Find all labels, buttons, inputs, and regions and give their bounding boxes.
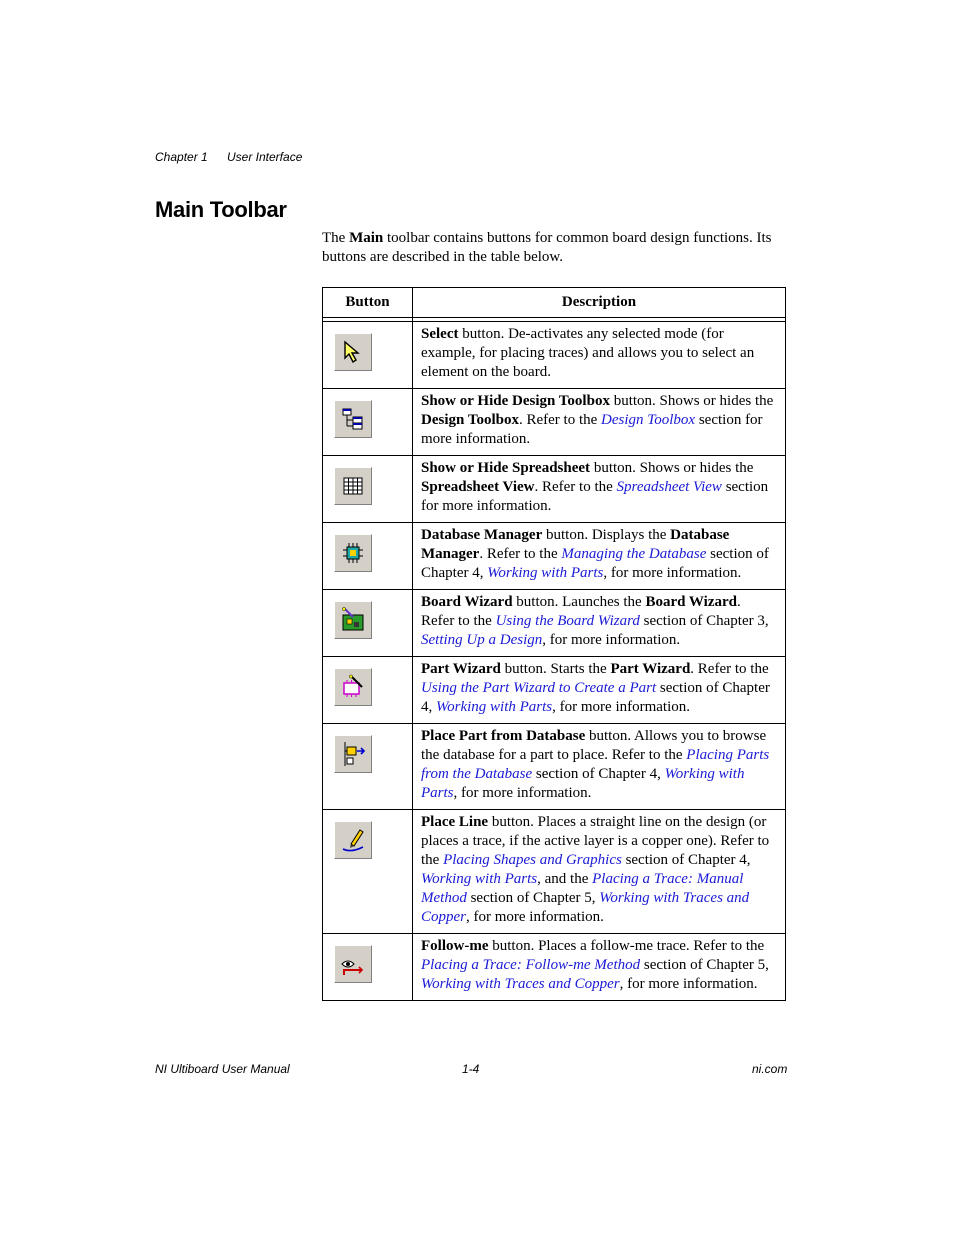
design-toolbox-icon bbox=[334, 400, 372, 438]
description-text: , for more information. bbox=[542, 632, 681, 648]
description-text: , for more information. bbox=[453, 785, 592, 801]
button-cell bbox=[323, 934, 413, 1001]
cross-reference-link[interactable]: Working with Parts bbox=[421, 871, 538, 887]
button-cell bbox=[323, 523, 413, 590]
button-cell bbox=[323, 810, 413, 934]
description-cell bbox=[413, 523, 786, 590]
header-chapter: Chapter 1 bbox=[155, 150, 208, 164]
table-row bbox=[323, 322, 786, 389]
description-text: . Refer to the bbox=[518, 412, 602, 428]
main-toolbar-table bbox=[322, 287, 786, 1001]
board-wizard-icon bbox=[334, 601, 372, 639]
cross-reference-link[interactable]: Working with Traces and Copper bbox=[421, 976, 620, 992]
intro-paragraph bbox=[322, 229, 792, 267]
bold-term: Board Wizard bbox=[421, 594, 513, 610]
cross-reference-link[interactable]: Working with Parts bbox=[421, 766, 745, 801]
table-row bbox=[323, 657, 786, 724]
running-header bbox=[155, 150, 302, 164]
description-text: , and the bbox=[537, 871, 593, 887]
bold-term: Show or Hide Design Toolbox bbox=[421, 393, 610, 409]
select-arrow-icon bbox=[334, 333, 372, 371]
description-text: section of Chapter 4, bbox=[621, 852, 751, 868]
cross-reference-link[interactable]: Placing a Trace: Manual Method bbox=[421, 871, 744, 906]
table-row bbox=[323, 724, 786, 810]
column-header-description: Description bbox=[413, 288, 786, 318]
cross-reference-link[interactable]: Using the Board Wizard bbox=[495, 613, 640, 629]
bold-term: Database Manager bbox=[421, 527, 543, 543]
description-cell bbox=[413, 810, 786, 934]
description-cell bbox=[413, 322, 786, 389]
description-text: , for more information. bbox=[552, 699, 691, 715]
bold-term: Place Line bbox=[421, 814, 489, 830]
description-text: . Refer to the bbox=[690, 661, 769, 677]
description-text: button. Shows or hides the bbox=[609, 393, 774, 409]
bold-term: Follow-me bbox=[421, 938, 489, 954]
description-text: button. Launches the bbox=[512, 594, 646, 610]
header-section: User Interface bbox=[227, 150, 303, 164]
cross-reference-link[interactable]: Working with Parts bbox=[436, 699, 553, 715]
description-cell bbox=[413, 934, 786, 1001]
description-text: button. Starts the bbox=[500, 661, 611, 677]
button-cell bbox=[323, 322, 413, 389]
cross-reference-link[interactable]: Working with Traces and Copper bbox=[421, 890, 750, 925]
footer-page-number: 1-4 bbox=[462, 1062, 480, 1076]
description-text: button. Places a straight line on the design (or places a trace, if the active layer is a copper one). Refer to the bbox=[421, 814, 770, 868]
bold-term: Place Part from Database bbox=[421, 728, 586, 744]
intro-text-post: toolbar contains buttons for common board design functions. Its buttons are described in the table below. bbox=[322, 230, 772, 265]
bold-term: Select bbox=[421, 326, 459, 342]
cross-reference-link[interactable]: Placing Shapes and Graphics bbox=[443, 852, 622, 868]
description-cell bbox=[413, 657, 786, 724]
description-text: button. De-activates any selected mode (for example, for placing traces) and allows you to select an element on the board. bbox=[421, 326, 755, 380]
description-text: section of Chapter 5, bbox=[466, 890, 600, 906]
description-text: section of Chapter 4, bbox=[532, 766, 665, 782]
description-text: section of Chapter 4, bbox=[421, 680, 770, 715]
bold-term: Board Wizard bbox=[645, 594, 737, 610]
description-text: button. Shows or hides the bbox=[590, 460, 754, 476]
footer-website: ni.com bbox=[752, 1062, 788, 1076]
follow-me-eye-icon bbox=[334, 945, 372, 983]
description-cell bbox=[413, 389, 786, 456]
cross-reference-link[interactable]: Working with Parts bbox=[487, 565, 604, 581]
cross-reference-link[interactable]: Placing a Trace: Follow-me Method bbox=[421, 957, 641, 973]
part-wizard-icon bbox=[334, 668, 372, 706]
cross-reference-link[interactable]: Spreadsheet View bbox=[616, 479, 722, 495]
bold-term: Show or Hide Spreadsheet bbox=[421, 460, 591, 476]
description-text: . Refer to the bbox=[479, 546, 562, 562]
cross-reference-link[interactable]: Managing the Database bbox=[561, 546, 707, 562]
description-text: , for more information. bbox=[619, 976, 758, 992]
place-line-pen-icon bbox=[334, 821, 372, 859]
table-row bbox=[323, 456, 786, 523]
description-text: button. Places a follow-me trace. Refer to the bbox=[488, 938, 765, 954]
table-row bbox=[323, 523, 786, 590]
intro-text-pre: The bbox=[322, 230, 350, 246]
column-header-button: Button bbox=[323, 288, 413, 318]
description-text: section for more information. bbox=[421, 412, 763, 447]
bold-term: Part Wizard bbox=[421, 661, 501, 677]
bold-term: Part Wizard bbox=[610, 661, 691, 677]
description-text: , for more information. bbox=[603, 565, 742, 581]
cross-reference-link[interactable]: Using the Part Wizard to Create a Part bbox=[421, 680, 657, 696]
intro-text-bold: Main bbox=[349, 230, 384, 246]
table-row bbox=[323, 389, 786, 456]
button-cell bbox=[323, 456, 413, 523]
cross-reference-link[interactable]: Setting Up a Design bbox=[421, 632, 543, 648]
cross-reference-link[interactable]: Placing Parts from the Database bbox=[421, 747, 770, 782]
database-chip-icon bbox=[334, 534, 372, 572]
button-cell bbox=[323, 389, 413, 456]
description-text: section for more information. bbox=[421, 479, 769, 514]
description-text: section of Chapter 4, bbox=[421, 546, 769, 581]
description-text: button. Displays the bbox=[542, 527, 671, 543]
description-text: . Refer to the bbox=[421, 594, 741, 629]
description-cell bbox=[413, 590, 786, 657]
description-text: section of Chapter 5, bbox=[640, 957, 769, 973]
button-cell bbox=[323, 657, 413, 724]
table-row bbox=[323, 590, 786, 657]
bold-term: Database Manager bbox=[421, 527, 730, 562]
table-header-row bbox=[323, 288, 786, 318]
table-row bbox=[323, 810, 786, 934]
button-cell bbox=[323, 724, 413, 810]
bold-term: Spreadsheet View bbox=[421, 479, 535, 495]
description-text: . Refer to the bbox=[534, 479, 617, 495]
description-cell bbox=[413, 456, 786, 523]
section-title: Main Toolbar bbox=[155, 197, 287, 222]
description-text: , for more information. bbox=[466, 909, 604, 925]
spreadsheet-grid-icon bbox=[334, 467, 372, 505]
bold-term: Design Toolbox bbox=[421, 412, 519, 428]
button-cell bbox=[323, 590, 413, 657]
place-part-icon bbox=[334, 735, 372, 773]
description-cell bbox=[413, 724, 786, 810]
table-row bbox=[323, 934, 786, 1001]
description-text: section of Chapter 3, bbox=[639, 613, 769, 629]
cross-reference-link[interactable]: Design Toolbox bbox=[601, 412, 696, 428]
footer-manual-title: NI Ultiboard User Manual bbox=[155, 1062, 290, 1076]
description-text: button. Allows you to browse the database for a part to place. Refer to the bbox=[421, 728, 767, 763]
